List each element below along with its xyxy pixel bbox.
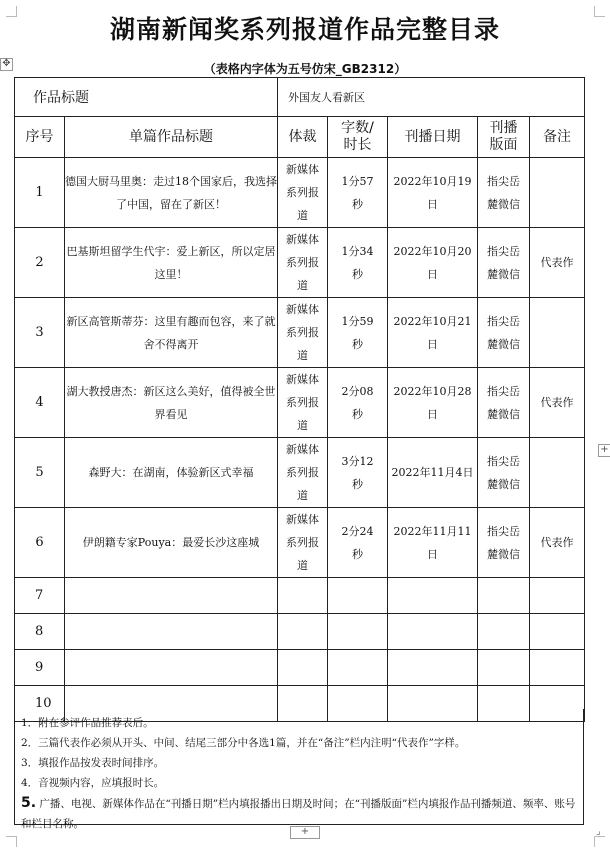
work-title-row (15, 78, 585, 117)
page-corner-mark (594, 836, 605, 847)
cell-outlet[interactable] (478, 368, 530, 438)
cell-length[interactable] (328, 158, 388, 228)
cell-title-text: 德国大厨马里奥：走过18个国家后，我选择了中国，留在了新区！ (65, 174, 277, 211)
cell-genre[interactable] (278, 368, 328, 438)
note-item: 2．三篇代表作必须从开头、中间、结尾三部分中各选1篇，并在“备注”栏内注明“代表作”字样。 (21, 737, 466, 749)
cell-title-text: 湖大教授唐杰：新区这么美好，值得被全世界看见 (66, 384, 276, 421)
header-outlet-text: 刊播版面 (489, 120, 518, 153)
note-item: 1．附在参评作品推荐表后。 (21, 717, 154, 729)
add-column-button[interactable]: + (598, 444, 610, 457)
cell-title[interactable] (65, 158, 278, 228)
cell-no[interactable] (15, 228, 65, 298)
empty-cell[interactable] (278, 614, 328, 650)
header-remark: 备注 (530, 117, 585, 158)
cell-length-text: 1分59秒 (341, 314, 374, 351)
cell-outlet-text: 指尖岳麓微信 (487, 454, 520, 491)
cell-genre-text: 新媒体系列报道 (286, 163, 319, 222)
cell-length-text: 2分08秒 (341, 384, 374, 421)
cell-no[interactable]: 10 (15, 686, 65, 722)
cell-outlet[interactable] (478, 158, 530, 228)
cell-date[interactable] (388, 228, 478, 298)
cell-outlet[interactable] (478, 438, 530, 508)
cell-length-text: 1分57秒 (341, 174, 374, 211)
header-item-title: 单篇作品标题 (65, 117, 278, 158)
cell-outlet-text: 指尖岳麓微信 (487, 384, 520, 421)
cell-genre[interactable] (278, 508, 328, 578)
cell-genre[interactable] (278, 158, 328, 228)
cell-remark[interactable] (530, 368, 585, 438)
empty-cell[interactable] (65, 650, 278, 686)
page-subtitle: （表格内字体为五号仿宋_GB2312） (203, 62, 407, 76)
header-outlet (478, 117, 530, 158)
cell-length[interactable] (328, 228, 388, 298)
cell-genre[interactable] (278, 228, 328, 298)
cell-date-text: 2022年10月20日 (393, 244, 472, 281)
cell-title[interactable] (65, 368, 278, 438)
header-genre: 体裁 (278, 117, 328, 158)
cell-remark[interactable] (530, 438, 585, 508)
cell-title[interactable] (65, 228, 278, 298)
cell-genre[interactable] (278, 298, 328, 368)
work-title-value[interactable]: 外国友人看新区 (278, 78, 585, 117)
cell-genre-text: 新媒体系列报道 (286, 233, 319, 292)
add-row-button[interactable]: + (290, 826, 320, 839)
empty-cell[interactable] (478, 650, 530, 686)
cell-length[interactable] (328, 298, 388, 368)
cell-outlet-text: 指尖岳麓微信 (487, 524, 520, 561)
note-number: 5. (21, 795, 37, 811)
cell-remark[interactable] (530, 298, 585, 368)
cell-no[interactable] (15, 158, 65, 228)
cell-no-text: 6 (35, 535, 44, 550)
header-length (328, 117, 388, 158)
cell-remark[interactable] (530, 228, 585, 298)
cell-date[interactable] (388, 298, 478, 368)
table-row-empty (15, 650, 585, 686)
cell-genre-text: 新媒体系列报道 (286, 513, 319, 572)
table-row-empty (15, 578, 585, 614)
cell-date-text: 2022年10月19日 (393, 174, 472, 211)
cell-title[interactable] (65, 438, 278, 508)
work-title-label-text: 作品标题 (33, 90, 89, 106)
cell-no-text: 5 (35, 465, 44, 480)
cell-title-text: 巴基斯坦留学生代宇：爱上新区，所以定居这里！ (66, 244, 276, 281)
cell-date[interactable] (388, 438, 478, 508)
note-item: 4．音视频内容，应填报时长。 (21, 777, 165, 789)
header-length-text: 字数/时长 (341, 120, 374, 153)
empty-cell[interactable] (530, 650, 585, 686)
cell-length[interactable] (328, 438, 388, 508)
empty-cell[interactable] (328, 614, 388, 650)
cell-no[interactable] (15, 298, 65, 368)
table-row (15, 158, 585, 228)
cell-outlet-text: 指尖岳麓微信 (487, 174, 520, 211)
empty-cell[interactable] (65, 578, 278, 614)
cell-length[interactable] (328, 508, 388, 578)
note-text: 广播、电视、新媒体作品在“刊播日期”栏内填报播出日期及时间；在“刊播版面”栏内填报作品刊播频道、频率、账号和栏目名称。 (21, 798, 576, 830)
cell-no[interactable]: 8 (15, 614, 65, 650)
notes-section (14, 709, 584, 830)
cell-outlet[interactable] (478, 508, 530, 578)
empty-cell[interactable] (65, 614, 278, 650)
cell-genre-text: 新媒体系列报道 (286, 303, 319, 362)
cell-outlet-text: 指尖岳麓微信 (487, 244, 520, 281)
work-title-label (15, 78, 278, 117)
table-row (15, 228, 585, 298)
empty-cell[interactable] (478, 614, 530, 650)
cell-genre-text: 新媒体系列报道 (286, 443, 319, 502)
cell-title-text: 新区高管斯蒂芬：这里有趣而包容，来了就舍不得离开 (66, 314, 276, 351)
cell-length-text: 3分12秒 (341, 454, 374, 491)
catalog-table (14, 77, 585, 722)
empty-cell[interactable] (328, 650, 388, 686)
table-row (15, 298, 585, 368)
cell-no[interactable] (15, 368, 65, 438)
empty-cell[interactable] (530, 614, 585, 650)
cell-date-text: 2022年11月4日 (391, 466, 474, 479)
empty-cell[interactable] (278, 650, 328, 686)
empty-cell[interactable] (388, 578, 478, 614)
cell-no[interactable] (15, 438, 65, 508)
table-row (15, 438, 585, 508)
empty-cell[interactable] (388, 650, 478, 686)
header-date: 刊播日期 (388, 117, 478, 158)
cell-date-text: 2022年10月21日 (393, 314, 472, 351)
cell-remark[interactable] (530, 158, 585, 228)
cell-no-text: 1 (35, 185, 44, 200)
note-item: 3．填报作品按发表时间排序。 (21, 757, 165, 769)
cell-title-text: 伊朗籍专家Pouya：最爱长沙这座城 (82, 536, 260, 549)
cell-title-text: 森野大：在湖南，体验新区式幸福 (88, 466, 254, 479)
table-move-handle-icon[interactable]: ✥ (0, 58, 13, 71)
note-item (21, 793, 579, 834)
table-row-empty (15, 614, 585, 650)
cell-length-text: 1分34秒 (341, 244, 374, 281)
page-corner-mark (6, 836, 17, 847)
cell-genre[interactable] (278, 438, 328, 508)
cell-length-text: 2分24秒 (341, 524, 374, 561)
empty-cell[interactable] (530, 578, 585, 614)
cell-no-text: 2 (35, 255, 44, 270)
header-no: 序号 (15, 117, 65, 158)
cell-date[interactable] (388, 158, 478, 228)
cell-genre-text: 新媒体系列报道 (286, 373, 319, 432)
empty-cell[interactable] (328, 578, 388, 614)
cell-no[interactable] (15, 508, 65, 578)
cell-length[interactable] (328, 368, 388, 438)
table-row (15, 368, 585, 438)
cell-date[interactable] (388, 508, 478, 578)
table-row (15, 508, 585, 578)
empty-cell[interactable] (478, 578, 530, 614)
cell-no-text: 4 (35, 395, 44, 410)
table-resize-handle-icon[interactable]: ⌟ (596, 826, 601, 837)
cell-title[interactable] (65, 298, 278, 368)
cell-outlet-text: 指尖岳麓微信 (487, 314, 520, 351)
cell-remark-text: 代表作 (540, 396, 574, 409)
table-body (15, 158, 585, 722)
cell-no[interactable]: 9 (15, 650, 65, 686)
cell-remark[interactable] (530, 508, 585, 578)
cell-remark-text: 代表作 (540, 256, 574, 269)
cell-date[interactable] (388, 368, 478, 438)
empty-cell[interactable] (278, 578, 328, 614)
cell-title[interactable] (65, 508, 278, 578)
cell-no[interactable]: 7 (15, 578, 65, 614)
cell-outlet[interactable] (478, 228, 530, 298)
cell-no-text: 3 (35, 325, 44, 340)
cell-date-text: 2022年10月28日 (393, 384, 472, 421)
cell-date-text: 2022年11月11日 (393, 524, 472, 561)
table-header-row (15, 117, 585, 158)
page-title: 湖南新闻奖系列报道作品完整目录 (109, 15, 500, 44)
cell-remark-text: 代表作 (540, 536, 574, 549)
empty-cell[interactable] (388, 614, 478, 650)
cell-outlet[interactable] (478, 298, 530, 368)
